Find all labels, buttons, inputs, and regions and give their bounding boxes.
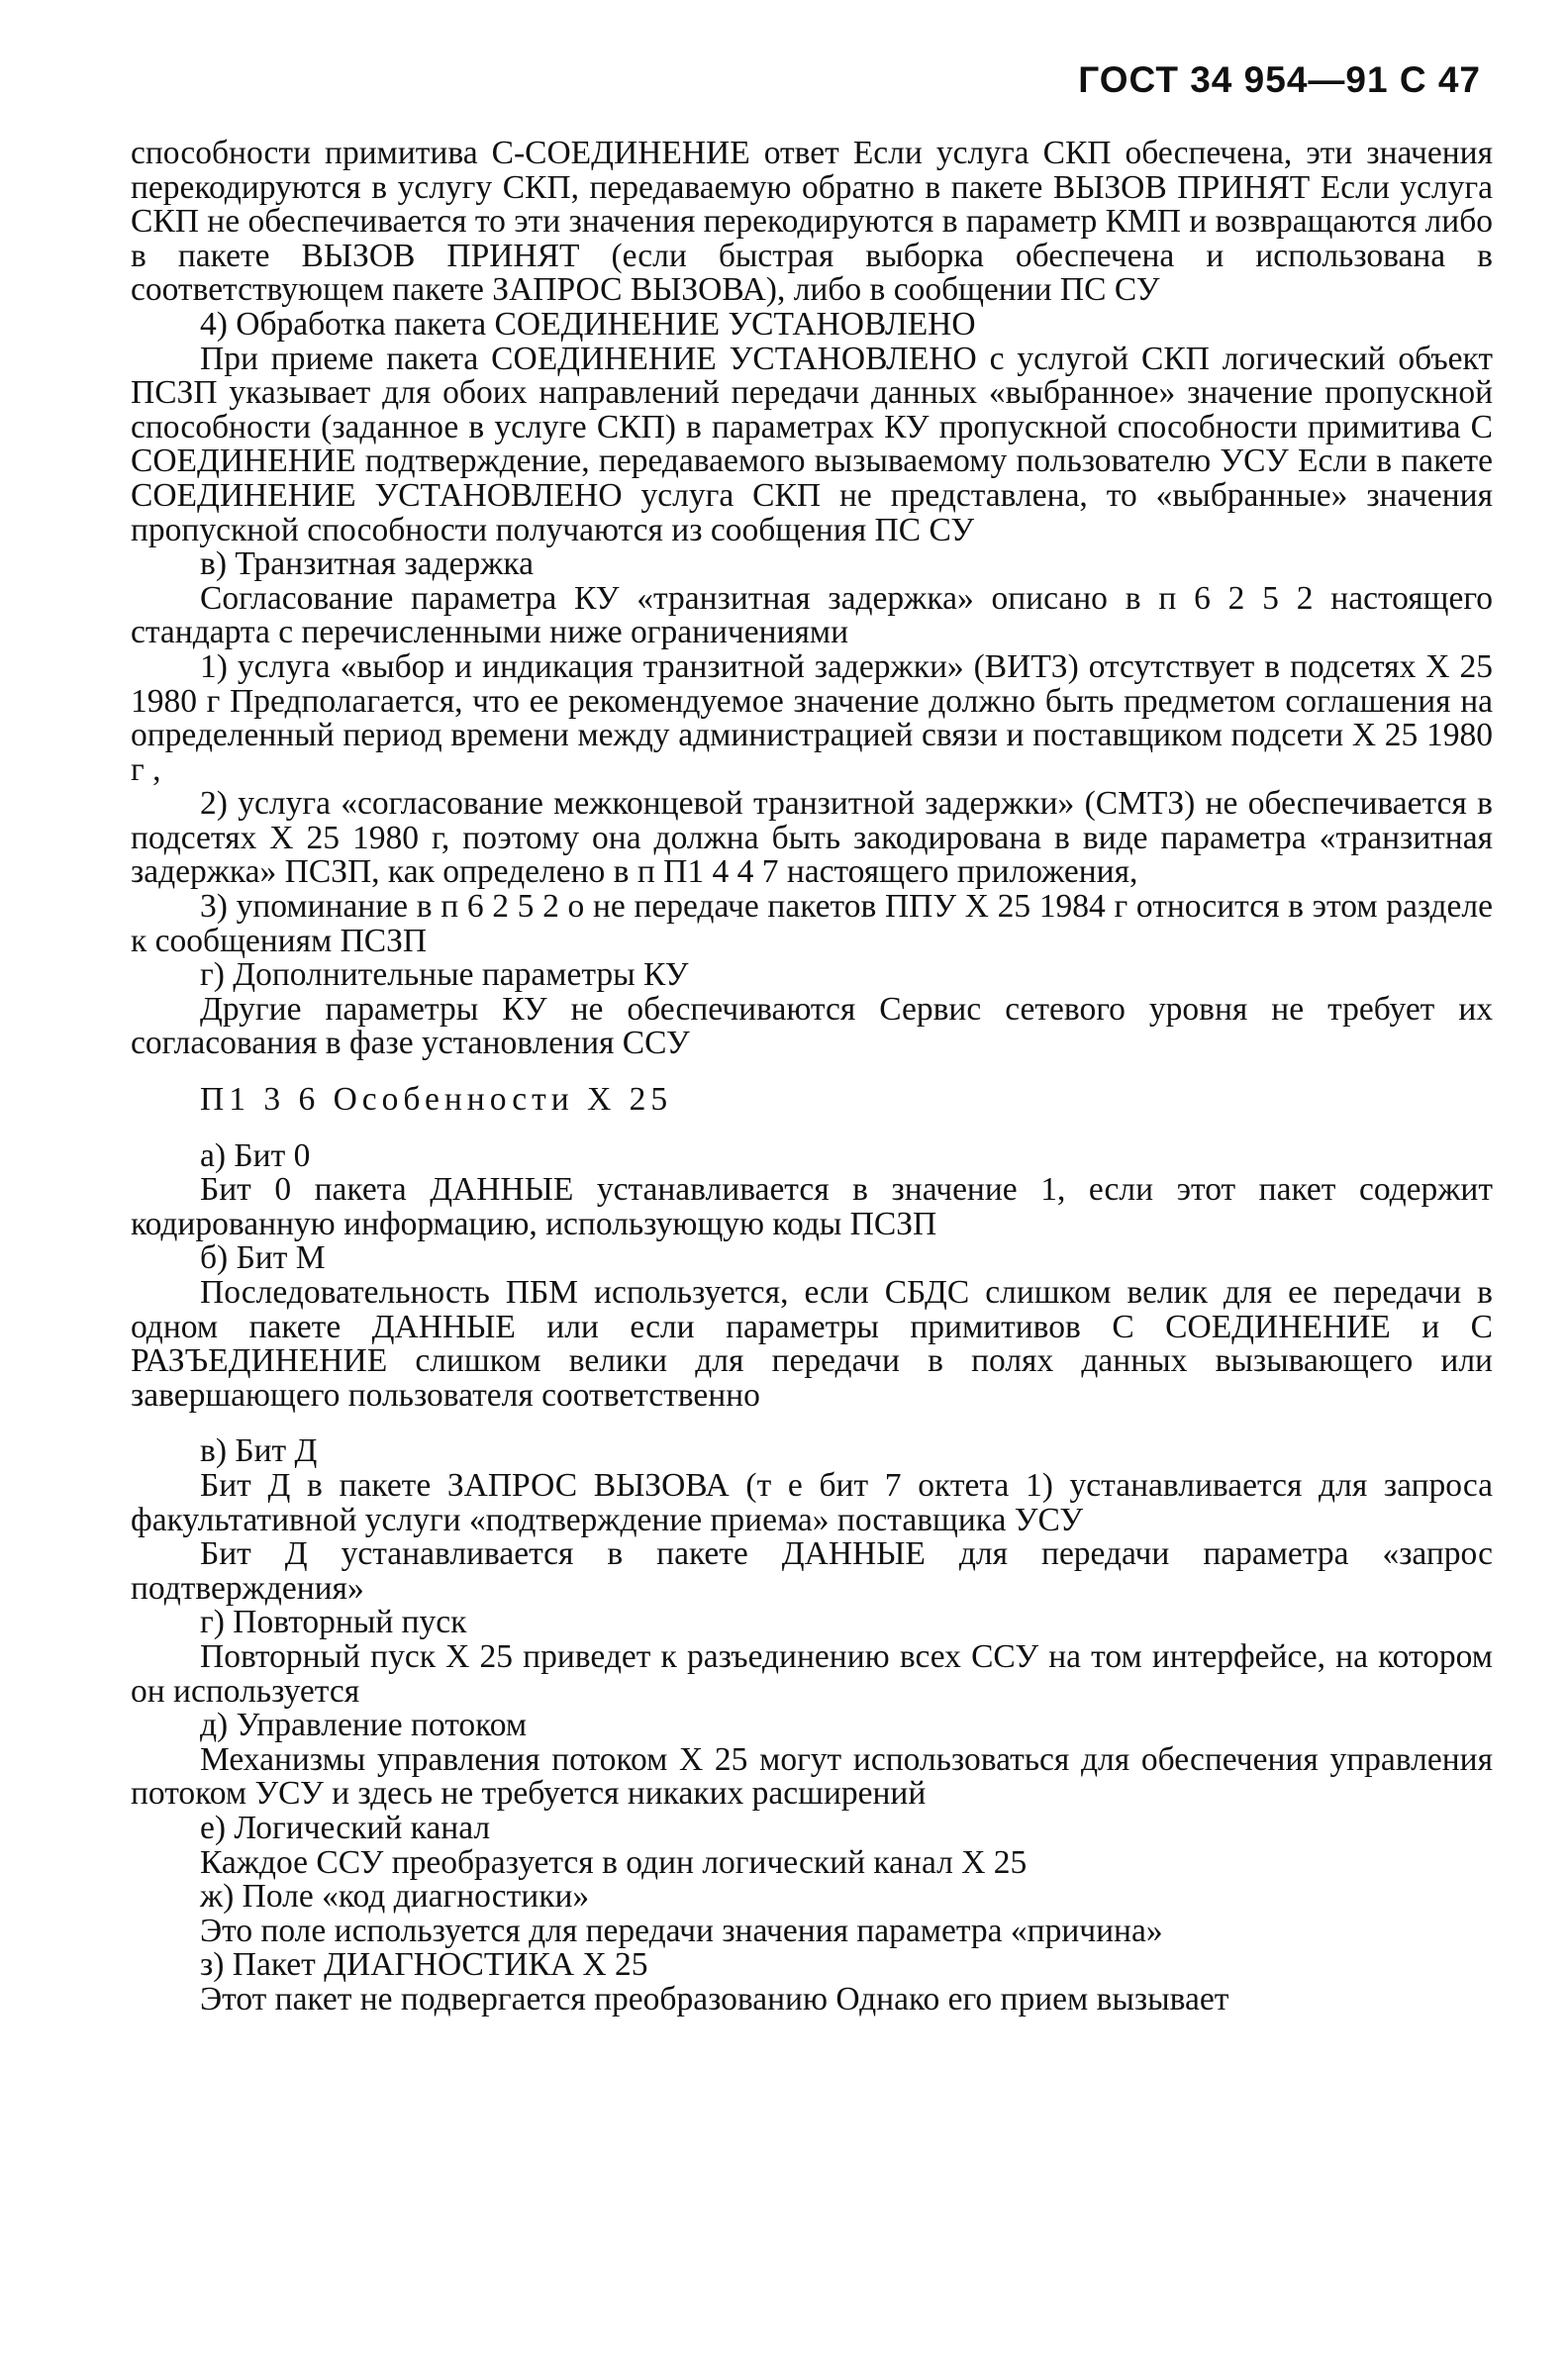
paragraph: Бит Д устанавливается в пакете ДАННЫЕ для передачи параметра «запрос подтверждения» bbox=[131, 1535, 1493, 1607]
paragraph: Этот пакет не подвергается преобразованию Однако его прием вызывает bbox=[200, 1980, 1229, 2018]
paragraph: Другие параметры КУ не обеспечиваются Сервис сетевого уровня не требует их согласования в фазе установления ССУ bbox=[131, 990, 1493, 1062]
item-heading: ж) Поле «код диагностики» bbox=[200, 1878, 590, 1916]
paragraph: Последовательность ПБМ используется, если СБДС слишком велик для ее передачи в одном пакете ДАННЫЕ или если параметры примитивов С СОЕДИНЕНИЕ и С РАЗЪЕДИНЕНИЕ слишком велики для передачи в полях данных вызывающего или завершающего пользователя соответственно bbox=[131, 1274, 1493, 1414]
item-heading: д) Управление потоком bbox=[200, 1707, 528, 1744]
spacer bbox=[131, 1413, 1493, 1434]
list-item: 3) упоминание в п 6 2 5 2 о не передаче пакетов ППУ Х 25 1984 г относится в этом разделе к сообщениям ПСЗП bbox=[131, 888, 1493, 959]
item-heading: з) Пакет ДИАГНОСТИКА Х 25 bbox=[200, 1946, 648, 1984]
paragraph: Это поле используется для передачи значения параметра «причина» bbox=[200, 1912, 1163, 1949]
item-heading: в) Бит Д bbox=[200, 1432, 318, 1470]
document-body bbox=[131, 137, 1493, 2017]
paragraph: Согласование параметра КУ «транзитная задержка» описано в п 6 2 5 2 настоящего стандарта с перечисленными ниже ограничениями bbox=[131, 579, 1493, 651]
item-heading: а) Бит 0 bbox=[200, 1136, 311, 1174]
item-heading: б) Бит М bbox=[200, 1239, 326, 1277]
list-item: 1) услуга «выбор и индикация транзитной задержки» (ВИТЗ) отсутствует в подсетях Х 25 1980 г Предполагается, что ее рекомендуемое значение должно быть предметом соглашения на определенный период времени между администрацией связи и поставщиком подсети Х 25 1980 г , bbox=[131, 647, 1493, 788]
section-heading: П1 3 6 Особенности Х 25 bbox=[200, 1081, 673, 1119]
spacer bbox=[131, 1061, 1493, 1083]
paragraph: При приеме пакета СОЕДИНЕНИЕ УСТАНОВЛЕНО с услугой СКП логический объект ПСЗП указывает для обоих направлений передачи данных «выбранное» значение пропускной способности (заданное в услуге СКП) в параметрах КУ пропускной способности примитива С СОЕДИНЕНИЕ подтверждение, передаваемого вызываемому пользователю УСУ Если в пакете СОЕДИНЕНИЕ УСТАНОВЛЕНО услуга СКП не представлена, то «выбранные» значения пропускной способности получаются из сообщения ПС СУ bbox=[131, 340, 1493, 548]
paragraph: способности примитива С-СОЕДИНЕНИЕ ответ Если услуга СКП обеспечена, эти значения перекодируются в услугу СКП, передаваемую обратно в пакете ВЫЗОВ ПРИНЯТ Если услуга СКП не обеспечивается то эти значения перекодируются в параметр КМП и возвращаются либо в пакете ВЫЗОВ ПРИНЯТ (если быстрая выборка обеспечена и использована в соответствующем пакете ЗАПРОС ВЫЗОВА), либо в сообщении ПС СУ bbox=[131, 135, 1493, 309]
list-item: 2) услуга «согласование межконцевой транзитной задержки» (СМТЗ) не обеспечивается в подсетях Х 25 1980 г, поэтому она должна быть закодирована в виде параметра «транзитная задержка» ПСЗП, как определено в п П1 4 4 7 настоящего приложения, bbox=[131, 785, 1493, 891]
paragraph: Каждое ССУ преобразуется в один логический канал Х 25 bbox=[200, 1843, 1028, 1881]
item-heading: в) Транзитная задержка bbox=[200, 545, 535, 583]
paragraph: Повторный пуск Х 25 приведет к разъединению всех ССУ на том интерфейсе, на котором он используется bbox=[131, 1637, 1493, 1710]
item-heading: 4) Обработка пакета СОЕДИНЕНИЕ УСТАНОВЛЕНО bbox=[200, 305, 976, 343]
paragraph: Бит Д в пакете ЗАПРОС ВЫЗОВА (т е бит 7 октета 1) устанавливается для запроса факультативной услуги «подтверждение приема» поставщика УСУ bbox=[131, 1466, 1493, 1538]
page-header: ГОСТ 34 954—91 С 47 bbox=[1078, 59, 1481, 100]
paragraph: Бит 0 пакета ДАННЫЕ устанавливается в значение 1, если этот пакет содержит кодированную информацию, использующую коды ПСЗП bbox=[131, 1171, 1493, 1242]
item-heading: г) Повторный пуск bbox=[200, 1604, 467, 1641]
item-heading: г) Дополнительные параметры КУ bbox=[200, 956, 689, 994]
paragraph: Механизмы управления потоком Х 25 могут использоваться для обеспечения управления потоком УСУ и здесь не требуется никаких расширений bbox=[131, 1740, 1493, 1813]
item-heading: е) Логический канал bbox=[200, 1809, 491, 1846]
spacer bbox=[131, 1118, 1493, 1139]
